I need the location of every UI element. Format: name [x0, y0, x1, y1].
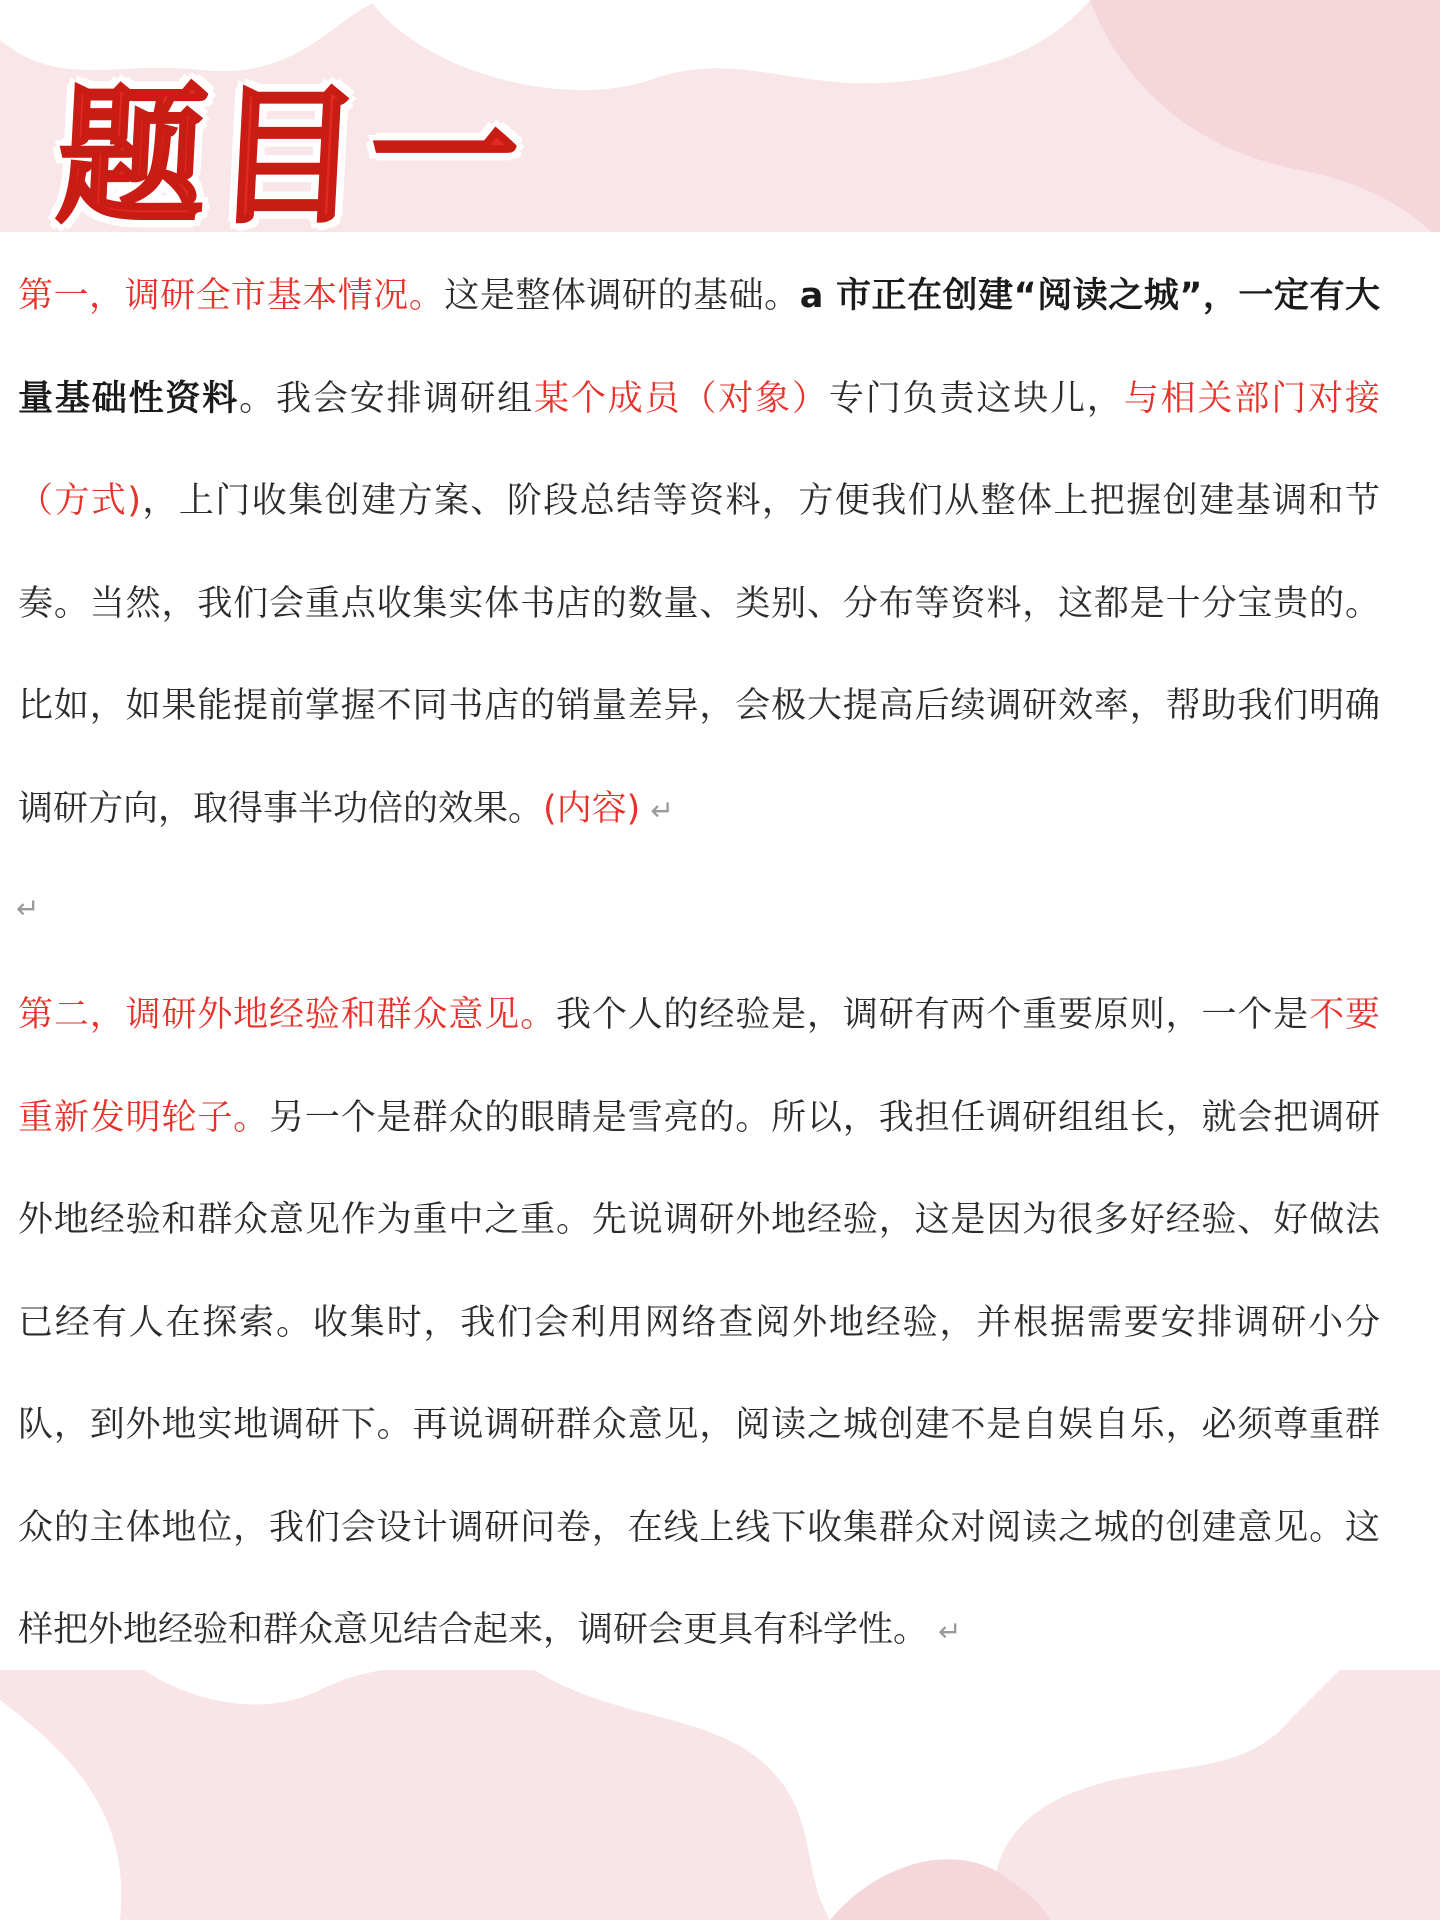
- paragraph-1-content: (内容): [543, 788, 641, 829]
- paragraph-1-text-3: 专门负责这块儿，: [828, 378, 1124, 419]
- paragraph-2-lead: 第二，调研外地经验和群众意见。: [18, 995, 556, 1035]
- paragraph-mark-icon: ↵: [938, 1615, 962, 1648]
- paragraph-2-principle: 不要重新发明轮子。: [18, 995, 1380, 1138]
- paragraph-1-text-4: ，上门收集创建方案、阶段总结等资料，方便我们从整体上把握创建基调和节奏。当然，我们会重点收集实体书店的数量、类别、分布等资料，这都是十分宝贵的。比如，如果能提前掌握不同书店的销量差异，会极大提高后续调研效率，帮助我们明确调研方向，取得事半功倍的效果。: [18, 481, 1380, 829]
- paragraph-mark-icon: ↵: [650, 793, 674, 827]
- page-title: 题目一: [53, 71, 531, 243]
- paragraph-1-object: 某个成员（对象）: [534, 378, 829, 419]
- paragraph-1-lead: 第一，调研全市基本情况。: [18, 276, 445, 316]
- paragraph-2-text-1: 我个人的经验是，调研有两个重要原则，一个是: [555, 995, 1310, 1035]
- paragraph-2: [18, 964, 1380, 1684]
- empty-paragraph-mark-icon: ↵: [16, 892, 40, 925]
- paragraph-1-text-1: 这是整体调研的基础。: [444, 276, 800, 316]
- paragraph-2-text-2: 另一个是群众的眼睛是雪亮的。所以，我担任调研组组长，就会把调研外地经验和群众意见作为重中之重。先说调研外地经验，这是因为很多好经验、好做法已经有人在探索。收集时，我们会利用网络查阅外地经验，并根据需要安排调研小分队，到外地实地调研下。再说调研群众意见，阅读之城创建不是自娱自乐，必须尊重群众的主体地位，我们会设计调研问卷，在线上线下收集群众对阅读之城的创建意见。这样把外地经验和群众意见结合起来，调研会更具有科学性。: [18, 1097, 1380, 1650]
- paragraph-1: [18, 245, 1380, 862]
- paragraph-1-text-2: 。我会安排调研组: [239, 378, 535, 419]
- paragraph-1-method: 与相关部门对接（方式): [18, 378, 1380, 521]
- paragraph-1-bold: a 市正在创建“阅读之城”，一定有大量基础性资料: [18, 276, 1380, 419]
